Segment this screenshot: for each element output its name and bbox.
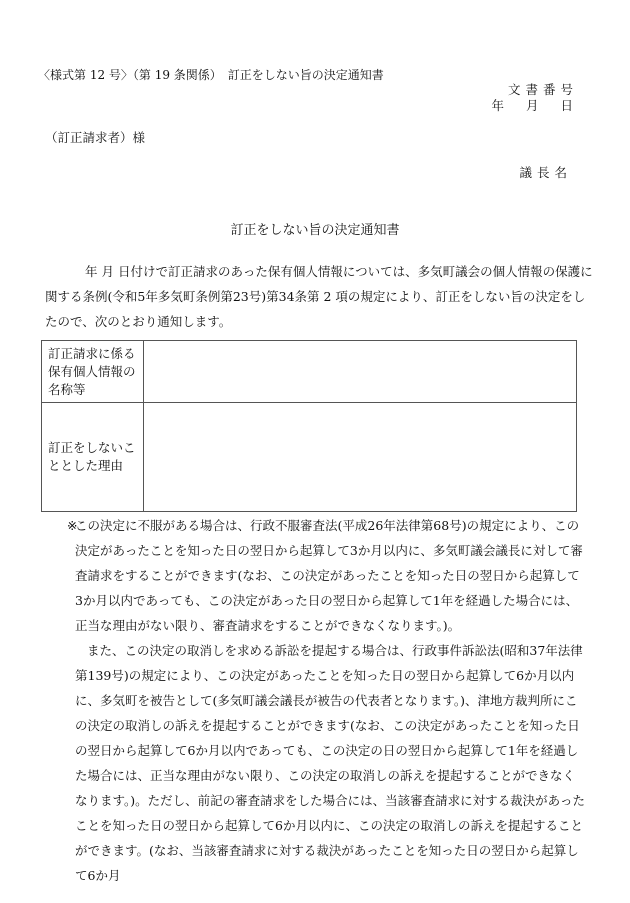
notice-table bbox=[41, 340, 577, 512]
table-label-cell: 訂正をしないこととした理由 bbox=[42, 403, 144, 512]
table-value-cell bbox=[144, 403, 577, 512]
notes-section bbox=[45, 513, 585, 888]
body-paragraph-text: 年 月 日付けで訂正請求のあった保有個人情報については、多気町議会の個人情報の保護に関する条例(令和5年多気町条例第23号)第34条第 2 項の規定により、訂正をしない旨の決定をしたので、次のとおり通知します。 bbox=[45, 264, 593, 329]
document-number-label: 文書番号 bbox=[507, 82, 578, 97]
table-value-cell bbox=[144, 341, 577, 403]
table-label-cell: 訂正請求に係る保有個人情報の名称等 bbox=[42, 341, 144, 403]
document-date-label: 年 月 日 bbox=[491, 98, 578, 113]
body-paragraph bbox=[45, 259, 593, 334]
form-header-label: 〈様式第 12 号〉（第 19 条関係） 訂正をしない旨の決定通知書 bbox=[38, 68, 384, 82]
table-row bbox=[42, 341, 577, 403]
recipient-label: （訂正請求者）様 bbox=[45, 130, 146, 145]
note-appeal-review bbox=[45, 513, 585, 638]
note-lawsuit: また、この決定の取消しを求める訴訟を提起する場合は、行政事件訴訟法(昭和37年法律第139号)の規定により、この決定があったことを知った日の翌日から起算して6か月以内に、多気町を被告として(多気町議会議長が被告の代表者となります。)、津地方裁判所にこの決定の取消しの訴えを提起することができます(なお、この決定があったことを知った日の翌日から起算して6か月以内であっても、この決定の日の翌日から起算して1年を経過した場合には、正当な理由がない限り、この決定の取消しの訴えを提起することができなくなります。)。ただし、前記の審査請求をした場合には、当該審査請求に対する裁決があったことを知った日の翌日から起算して6か月以内に、この決定の取消しの訴えを提起することができます。(なお、当該審査請求に対する裁決があったことを知った日の翌日から起算して6か月 bbox=[75, 643, 586, 883]
document-title: 訂正をしない旨の決定通知書 bbox=[230, 223, 400, 238]
note-first-text: この決定に不服がある場合は、行政不服審査法(平成26年法律第68号)の規定により、この決定があったことを知った日の翌日から起算して3か月以内に、多気町議会議長に対して審査請求をすることができます(なお、この決定があったことを知った日の翌日から起算して3か月以内であっても、この決定があった日の翌日から起算して1年を経過した場合には、正当な理由がない限り、審査請求をすることができなくなります。)。 bbox=[75, 518, 583, 633]
note-mark: ※ bbox=[67, 518, 78, 533]
chair-name-label: 議長名 bbox=[519, 165, 572, 180]
table-row bbox=[42, 403, 577, 512]
